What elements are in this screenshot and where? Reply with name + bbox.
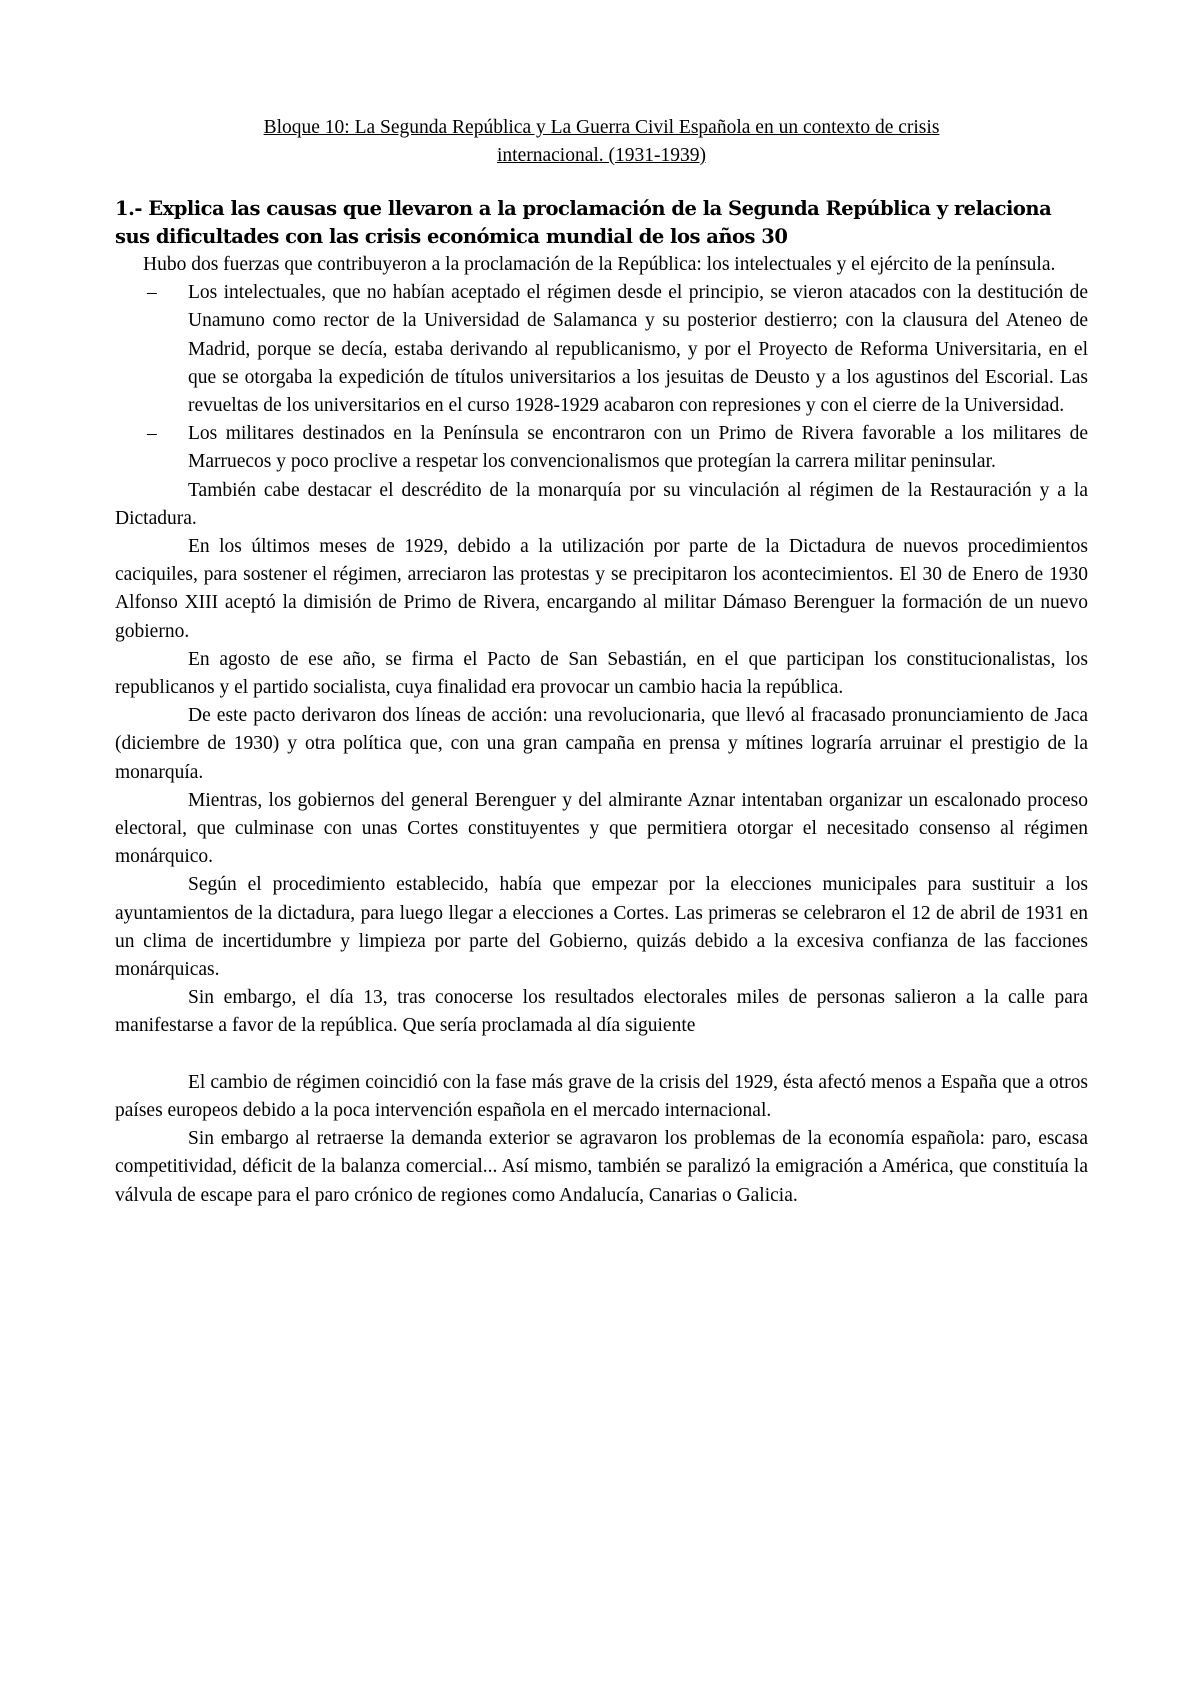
question-heading: 1.- Explica las causas que llevaron a la proclamación de la Segunda República y relaciona sus dificultades con las crisis económica mundial de los años 30 — [115, 197, 1052, 248]
bullet-dash: – — [147, 282, 157, 304]
document-title — [115, 114, 1088, 170]
paragraph-procedimiento: Según el procedimiento establecido, había que empezar por la elecciones municipales para sustituir a los ayuntamientos de la dictadura, para luego llegar a elecciones a Cortes. Las primeras se celebraron el 12 de abril de 1931 en un clima de incertidumbre y limpieza por parte del Gobierno, quizás debido a la excesiva confianza de las facciones monárquicas. — [115, 874, 1088, 981]
bullet-item-intelectuales — [147, 279, 1088, 420]
paragraph-ultimos-meses: En los últimos meses de 1929, debido a la utilización por parte de la Dictadura de nuevos procedimientos caciquiles, para sostener el régimen, arreciaron las protestas y se precipitaron los acontecimientos. El 30 de Enero de 1930 Alfonso XIII aceptó la dimisión de Primo de Rivera, encargando al militar Dámaso Berenguer la formación de un nuevo gobierno. — [115, 536, 1088, 642]
paragraph-descredito: También cabe destacar el descrédito de la monarquía por su vinculación al régimen de la Restauración y a la Dictadura. — [115, 479, 1088, 529]
paragraph-demanda-exterior: Sin embargo al retraerse la demanda exterior se agravaron los problemas de la economía española: paro, escasa competitividad, déficit de la balanza comercial... Así mismo, también se paralizó la emigración a América, que constituía la válvula de escape para el paro crónico de regiones como Andalucía, Canarias o Galicia. — [115, 1128, 1088, 1206]
bullet-item-militares — [147, 420, 1088, 476]
paragraph-lineas-accion: De este pacto derivaron dos líneas de acción: una revolucionaria, que llevó al fracasado pronunciamiento de Jaca (diciembre de 1930) y otra política que, con una gran campaña en prensa y mítines lograría arruinar el prestigio de la monarquía. — [115, 705, 1088, 783]
bullet-text: Los militares destinados en la Península se encontraron con un Primo de Rivera favorable a los militares de Marruecos y poco proclive a respetar los convencionalismos que protegían la carrera militar peninsular. — [188, 423, 1088, 473]
paragraph-cambio-regimen: El cambio de régimen coincidió con la fase más grave de la crisis del 1929, ésta afectó menos a España que a otros países europeos debido a la poca intervención española en el mercado internacional. — [115, 1071, 1088, 1121]
paragraph-gap — [115, 1041, 1088, 1069]
title-line-1: Bloque 10: La Segunda República y La Guerra Civil Española en un contexto de crisis — [263, 117, 940, 138]
intro-paragraph: Hubo dos fuerzas que contribuyeron a la proclamación de la República: los intelectuales y el ejército de la península. — [143, 254, 1056, 275]
answer-body — [115, 251, 1088, 1210]
document-page — [115, 0, 1088, 1210]
bullet-list — [115, 279, 1088, 476]
title-line-2: internacional. (1931-1939) — [496, 145, 706, 166]
bullet-text: Los intelectuales, que no habían aceptado el régimen desde el principio, se vieron atacados con la destitución de Unamuno como rector de la Universidad de Salamanca y su posterior destierro; con la clausura del Ateneo de Madrid, porque se decía, estaba derivando al republicanismo, y por el Proyecto de Reforma Universitaria, en el que se otorgaba la expedición de títulos universitarios a los jesuitas de Deusto y a los agustinos del Escorial. Las revueltas de los universitarios en el curso 1928-1929 acabaron con represiones y con el cierre de la Universidad. — [188, 282, 1088, 417]
paragraph-dia-13: Sin embargo, el día 13, tras conocerse los resultados electorales miles de personas salieron a la calle para manifestarse a favor de la república. Que sería proclamada al día siguiente — [115, 987, 1088, 1037]
paragraph-pacto-san-sebastian: En agosto de ese año, se firma el Pacto de San Sebastián, en el que participan los constitucionalistas, los republicanos y el partido socialista, cuya finalidad era provocar un cambio hacia la república. — [115, 648, 1088, 699]
paragraph-gobiernos: Mientras, los gobiernos del general Berenguer y del almirante Aznar intentaban organizar un escalonado proceso electoral, que culminase con unas Cortes constituyentes y que permitiera otorgar el necesitado consenso al régimen monárquico. — [115, 789, 1088, 868]
bullet-dash: – — [147, 423, 157, 445]
